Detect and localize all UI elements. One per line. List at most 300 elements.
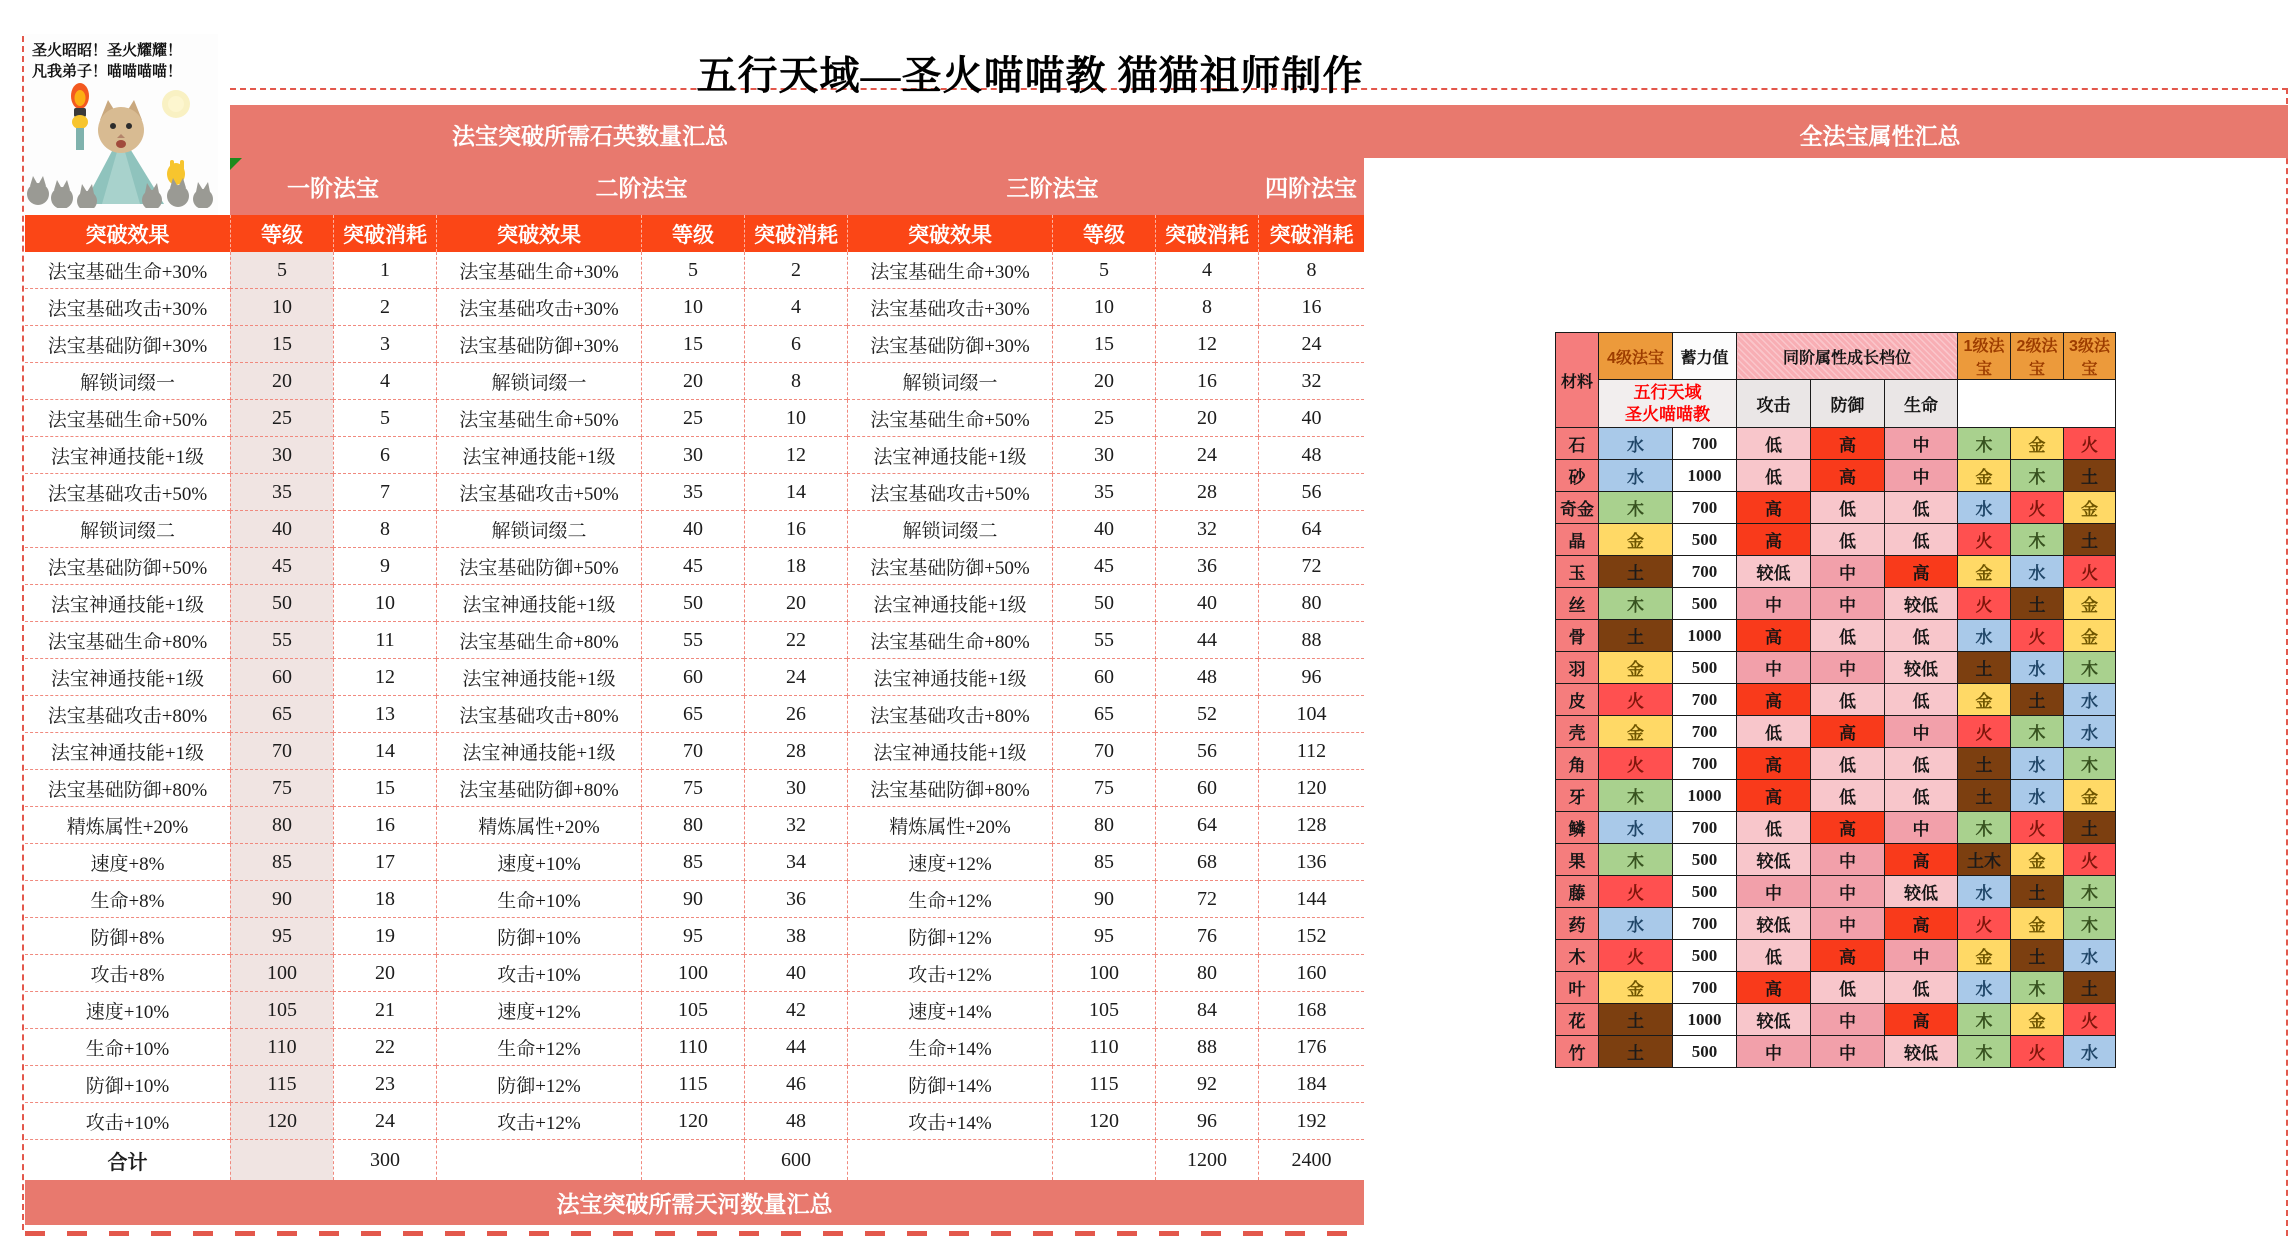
element-lv2: 火 [2011, 620, 2064, 652]
element-lv2: 土 [2011, 684, 2064, 716]
cost-tier2: 14 [744, 474, 847, 511]
cost-tier4: 192 [1258, 1103, 1364, 1140]
growth-def: 低 [1811, 972, 1885, 1004]
col-header-effect-3: 突破效果 [847, 215, 1052, 252]
charge-value: 1000 [1673, 620, 1737, 652]
effect-tier2: 法宝基础攻击+30% [436, 289, 641, 326]
section-title-attributes: 全法宝属性汇总 [1799, 123, 1961, 149]
growth-atk: 中 [1737, 652, 1811, 684]
element-tier4: 木 [1599, 844, 1673, 876]
effect-tier2: 解锁词缀二 [436, 511, 641, 548]
element-tier4: 金 [1599, 972, 1673, 1004]
effect-tier1: 法宝神通技能+1级 [25, 585, 230, 622]
material-name: 皮 [1556, 684, 1599, 716]
level-tier2: 95 [641, 918, 744, 955]
element-tier4: 土 [1599, 1036, 1673, 1068]
growth-atk: 较低 [1737, 1004, 1811, 1036]
effect-tier2: 法宝基础防御+30% [436, 326, 641, 363]
attr-header-material: 材料 [1556, 333, 1599, 428]
cost-tier4: 168 [1258, 992, 1364, 1029]
effect-tier3: 法宝基础防御+30% [847, 326, 1052, 363]
element-lv1: 金 [1958, 684, 2011, 716]
charge-value: 1000 [1673, 1004, 1737, 1036]
element-tier4: 火 [1599, 940, 1673, 972]
attribute-row [1556, 812, 2116, 844]
element-lv2: 金 [2011, 908, 2064, 940]
element-lv2: 木 [2011, 716, 2064, 748]
cost-tier1: 24 [333, 1103, 436, 1140]
effect-tier3: 生命+14% [847, 1029, 1052, 1066]
level-tier3: 10 [1052, 289, 1155, 326]
effect-tier1: 解锁词缀一 [25, 363, 230, 400]
material-name: 壳 [1556, 716, 1599, 748]
growth-atk: 低 [1737, 428, 1811, 460]
element-lv1: 火 [1958, 908, 2011, 940]
effect-tier2: 生命+10% [436, 881, 641, 918]
growth-def: 低 [1811, 620, 1885, 652]
cost-tier2: 44 [744, 1029, 847, 1066]
level-tier1: 50 [230, 585, 333, 622]
attr-subtitle [1599, 380, 1737, 428]
effect-tier2: 精炼属性+20% [436, 807, 641, 844]
element-lv2: 木 [2011, 460, 2064, 492]
effect-tier1: 精炼属性+20% [25, 807, 230, 844]
growth-hp: 低 [1885, 524, 1958, 556]
element-lv3: 土 [2064, 524, 2116, 556]
element-lv2: 金 [2011, 844, 2064, 876]
level-tier1: 55 [230, 622, 333, 659]
total-blank [641, 1140, 744, 1180]
quartz-table-row [25, 326, 1364, 363]
total-label: 合计 [107, 1151, 148, 1174]
growth-hp: 较低 [1885, 876, 1958, 908]
cost-tier2: 36 [744, 881, 847, 918]
material-name: 药 [1556, 908, 1599, 940]
tier-band [230, 158, 1364, 215]
element-tier4: 木 [1599, 492, 1673, 524]
growth-atk: 较低 [1737, 556, 1811, 588]
element-lv1: 木 [1958, 1036, 2011, 1068]
effect-tier3: 精炼属性+20% [847, 807, 1052, 844]
quartz-table-row [25, 548, 1364, 585]
effect-tier2: 防御+12% [436, 1066, 641, 1103]
cost-tier2: 10 [744, 400, 847, 437]
element-lv2: 土 [2011, 588, 2064, 620]
element-lv3: 水 [2064, 1036, 2116, 1068]
attr-header-atk: 攻击 [1737, 380, 1811, 428]
charge-value: 500 [1673, 524, 1737, 556]
level-tier1: 35 [230, 474, 333, 511]
growth-hp: 高 [1885, 556, 1958, 588]
level-tier1: 20 [230, 363, 333, 400]
effect-tier1: 防御+8% [25, 918, 230, 955]
total-cost-tier3: 1200 [1155, 1140, 1258, 1180]
cost-tier2: 18 [744, 548, 847, 585]
effect-tier1: 法宝基础攻击+50% [25, 474, 230, 511]
element-lv3: 木 [2064, 652, 2116, 684]
col-header-level-2: 等级 [641, 215, 744, 252]
growth-def: 中 [1811, 556, 1885, 588]
growth-def: 中 [1811, 844, 1885, 876]
charge-value: 700 [1673, 556, 1737, 588]
level-tier3: 90 [1052, 881, 1155, 918]
quartz-table-row [25, 770, 1364, 807]
cost-tier2: 24 [744, 659, 847, 696]
effect-tier2: 攻击+10% [436, 955, 641, 992]
cost-tier4: 120 [1258, 770, 1364, 807]
element-lv3: 水 [2064, 716, 2116, 748]
charge-value: 700 [1673, 812, 1737, 844]
element-lv2: 土 [2011, 940, 2064, 972]
growth-atk: 高 [1737, 492, 1811, 524]
cost-tier2: 16 [744, 511, 847, 548]
cost-tier3: 12 [1155, 326, 1258, 363]
total-blank [1052, 1140, 1155, 1180]
total-cost-tier2: 600 [744, 1140, 847, 1180]
effect-tier3: 法宝基础攻击+50% [847, 474, 1052, 511]
cost-tier3: 56 [1155, 733, 1258, 770]
growth-hp: 低 [1885, 972, 1958, 1004]
charge-value: 700 [1673, 748, 1737, 780]
level-tier3: 80 [1052, 807, 1155, 844]
growth-hp: 中 [1885, 716, 1958, 748]
growth-def: 低 [1811, 684, 1885, 716]
effect-tier2: 速度+12% [436, 992, 641, 1029]
cost-tier3: 92 [1155, 1066, 1258, 1103]
effect-tier3: 法宝神通技能+1级 [847, 585, 1052, 622]
level-tier1: 25 [230, 400, 333, 437]
element-lv3: 金 [2064, 588, 2116, 620]
element-tier4: 土 [1599, 620, 1673, 652]
effect-tier2: 防御+10% [436, 918, 641, 955]
element-tier4: 金 [1599, 716, 1673, 748]
cost-tier1: 10 [333, 585, 436, 622]
level-tier2: 45 [641, 548, 744, 585]
growth-hp: 中 [1885, 940, 1958, 972]
cost-tier1: 14 [333, 733, 436, 770]
effect-tier1: 法宝基础防御+80% [25, 770, 230, 807]
material-name: 骨 [1556, 620, 1599, 652]
element-tier4: 土 [1599, 556, 1673, 588]
quartz-table-row [25, 992, 1364, 1029]
effect-tier1: 法宝基础攻击+80% [25, 696, 230, 733]
effect-tier1: 法宝神通技能+1级 [25, 437, 230, 474]
charge-value: 500 [1673, 940, 1737, 972]
level-tier3: 55 [1052, 622, 1155, 659]
effect-tier2: 生命+12% [436, 1029, 641, 1066]
element-tier4: 火 [1599, 876, 1673, 908]
element-lv2: 水 [2011, 652, 2064, 684]
level-tier2: 90 [641, 881, 744, 918]
effect-tier3: 法宝神通技能+1级 [847, 659, 1052, 696]
growth-atk: 较低 [1737, 844, 1811, 876]
growth-def: 低 [1811, 492, 1885, 524]
growth-hp: 高 [1885, 908, 1958, 940]
cost-tier2: 2 [744, 252, 847, 289]
material-name: 鳞 [1556, 812, 1599, 844]
growth-atk: 低 [1737, 460, 1811, 492]
element-lv1: 木 [1958, 1004, 2011, 1036]
material-name: 花 [1556, 1004, 1599, 1036]
level-tier3: 110 [1052, 1029, 1155, 1066]
cost-tier1: 22 [333, 1029, 436, 1066]
effect-tier1: 法宝基础生命+80% [25, 622, 230, 659]
growth-hp: 中 [1885, 460, 1958, 492]
level-tier2: 120 [641, 1103, 744, 1140]
element-lv3: 金 [2064, 780, 2116, 812]
growth-hp: 较低 [1885, 1036, 1958, 1068]
cost-tier2: 42 [744, 992, 847, 1029]
level-tier1: 105 [230, 992, 333, 1029]
col-header-cost-1: 突破消耗 [333, 215, 436, 252]
col-header-level-3: 等级 [1052, 215, 1155, 252]
growth-hp: 较低 [1885, 588, 1958, 620]
element-tier4: 木 [1599, 588, 1673, 620]
growth-hp: 低 [1885, 748, 1958, 780]
cost-tier1: 6 [333, 437, 436, 474]
effect-tier2: 法宝神通技能+1级 [436, 659, 641, 696]
cost-tier1: 19 [333, 918, 436, 955]
level-tier3: 75 [1052, 770, 1155, 807]
effect-tier2: 法宝基础防御+80% [436, 770, 641, 807]
quartz-table-row [25, 252, 1364, 289]
attribute-row [1556, 492, 2116, 524]
charge-value: 500 [1673, 844, 1737, 876]
cost-tier4: 56 [1258, 474, 1364, 511]
growth-def: 高 [1811, 716, 1885, 748]
growth-hp: 中 [1885, 812, 1958, 844]
element-lv1: 金 [1958, 460, 2011, 492]
attr-header-blank [1958, 380, 2116, 428]
cost-tier1: 4 [333, 363, 436, 400]
effect-tier3: 法宝基础防御+80% [847, 770, 1052, 807]
charge-value: 700 [1673, 908, 1737, 940]
attr-header-growth: 同阶属性成长档位 [1737, 333, 1958, 380]
cost-tier1: 23 [333, 1066, 436, 1103]
effect-tier3: 法宝基础攻击+80% [847, 696, 1052, 733]
attribute-row [1556, 748, 2116, 780]
effect-tier3: 法宝基础生命+80% [847, 622, 1052, 659]
growth-hp: 低 [1885, 780, 1958, 812]
charge-value: 700 [1673, 428, 1737, 460]
attr-header-tier4: 4级法宝 [1599, 333, 1673, 380]
attr-subtitle-line2: 圣火喵喵教 [1625, 404, 1710, 424]
level-tier1: 10 [230, 289, 333, 326]
attribute-row [1556, 940, 2116, 972]
growth-hp: 低 [1885, 620, 1958, 652]
element-lv2: 金 [2011, 1004, 2064, 1036]
charge-value: 500 [1673, 588, 1737, 620]
level-tier1: 30 [230, 437, 333, 474]
level-tier1: 120 [230, 1103, 333, 1140]
growth-def: 中 [1811, 652, 1885, 684]
element-tier4: 木 [1599, 780, 1673, 812]
effect-tier2: 法宝神通技能+1级 [436, 437, 641, 474]
quartz-table-row [25, 437, 1364, 474]
quartz-total-row [25, 1140, 1364, 1180]
col-header-cost-3: 突破消耗 [1155, 215, 1258, 252]
level-tier3: 45 [1052, 548, 1155, 585]
element-lv2: 水 [2011, 780, 2064, 812]
level-tier2: 15 [641, 326, 744, 363]
attribute-row [1556, 780, 2116, 812]
level-tier1: 5 [230, 252, 333, 289]
cost-tier1: 3 [333, 326, 436, 363]
cost-tier3: 52 [1155, 696, 1258, 733]
quartz-table-row [25, 1029, 1364, 1066]
element-lv2: 木 [2011, 524, 2064, 556]
attribute-row [1556, 652, 2116, 684]
level-tier3: 15 [1052, 326, 1155, 363]
effect-tier2: 法宝神通技能+1级 [436, 585, 641, 622]
growth-atk: 高 [1737, 780, 1811, 812]
level-tier3: 30 [1052, 437, 1155, 474]
level-tier3: 120 [1052, 1103, 1155, 1140]
growth-def: 低 [1811, 780, 1885, 812]
level-tier2: 70 [641, 733, 744, 770]
attribute-row [1556, 460, 2116, 492]
element-lv1: 火 [1958, 588, 2011, 620]
element-lv1: 水 [1958, 876, 2011, 908]
effect-tier3: 法宝基础攻击+30% [847, 289, 1052, 326]
effect-tier3: 解锁词缀二 [847, 511, 1052, 548]
cost-tier2: 8 [744, 363, 847, 400]
element-lv3: 木 [2064, 748, 2116, 780]
effect-tier1: 法宝基础生命+50% [25, 400, 230, 437]
element-lv1: 水 [1958, 972, 2011, 1004]
growth-def: 中 [1811, 1036, 1885, 1068]
effect-tier1: 解锁词缀二 [25, 511, 230, 548]
growth-hp: 高 [1885, 844, 1958, 876]
level-tier2: 40 [641, 511, 744, 548]
cost-tier4: 72 [1258, 548, 1364, 585]
cost-tier3: 44 [1155, 622, 1258, 659]
attr-header-charge: 蓄力值 [1673, 333, 1737, 380]
element-lv3: 水 [2064, 684, 2116, 716]
level-tier3: 95 [1052, 918, 1155, 955]
level-tier3: 100 [1052, 955, 1155, 992]
effect-tier2: 法宝基础攻击+50% [436, 474, 641, 511]
material-name: 羽 [1556, 652, 1599, 684]
level-tier3: 50 [1052, 585, 1155, 622]
growth-atk: 高 [1737, 748, 1811, 780]
level-tier1: 100 [230, 955, 333, 992]
tier-label-3: 三阶法宝 [1006, 175, 1099, 201]
cost-tier1: 15 [333, 770, 436, 807]
effect-tier1: 法宝基础生命+30% [25, 252, 230, 289]
element-tier4: 水 [1599, 460, 1673, 492]
attribute-row [1556, 428, 2116, 460]
element-tier4: 水 [1599, 428, 1673, 460]
col-header-cost-4: 突破消耗 [1258, 215, 1364, 252]
level-tier2: 50 [641, 585, 744, 622]
quartz-table-row [25, 807, 1364, 844]
effect-tier1: 法宝神通技能+1级 [25, 659, 230, 696]
cell-marker-icon [230, 158, 242, 170]
cost-tier1: 16 [333, 807, 436, 844]
effect-tier1: 攻击+10% [25, 1103, 230, 1140]
effect-tier2: 法宝基础攻击+80% [436, 696, 641, 733]
attribute-row [1556, 684, 2116, 716]
attribute-row [1556, 620, 2116, 652]
level-tier1: 75 [230, 770, 333, 807]
attr-header-lv1: 1级法宝 [1958, 333, 2011, 380]
effect-tier2: 速度+10% [436, 844, 641, 881]
attr-header-def: 防御 [1811, 380, 1885, 428]
element-lv3: 土 [2064, 972, 2116, 1004]
charge-value: 700 [1673, 716, 1737, 748]
element-lv3: 木 [2064, 876, 2116, 908]
growth-def: 低 [1811, 524, 1885, 556]
effect-tier2: 法宝基础生命+30% [436, 252, 641, 289]
growth-def: 高 [1811, 812, 1885, 844]
charge-value: 1000 [1673, 460, 1737, 492]
charge-value: 700 [1673, 684, 1737, 716]
cost-tier4: 152 [1258, 918, 1364, 955]
cost-tier1: 5 [333, 400, 436, 437]
attribute-row [1556, 876, 2116, 908]
cost-tier1: 1 [333, 252, 436, 289]
cost-tier1: 9 [333, 548, 436, 585]
effect-tier1: 法宝基础防御+30% [25, 326, 230, 363]
element-lv2: 火 [2011, 812, 2064, 844]
level-tier2: 35 [641, 474, 744, 511]
section-title-tianhe: 法宝突破所需天河数量汇总 [25, 1180, 1364, 1225]
level-tier1: 45 [230, 548, 333, 585]
total-level-blank [230, 1140, 333, 1180]
next-section-border [25, 1231, 1364, 1236]
quartz-table-row [25, 733, 1364, 770]
element-lv2: 木 [2011, 972, 2064, 1004]
level-tier2: 10 [641, 289, 744, 326]
level-tier2: 100 [641, 955, 744, 992]
cost-tier3: 96 [1155, 1103, 1258, 1140]
cost-tier1: 7 [333, 474, 436, 511]
attribute-row [1556, 716, 2116, 748]
cost-tier3: 32 [1155, 511, 1258, 548]
level-tier2: 80 [641, 807, 744, 844]
cost-tier3: 84 [1155, 992, 1258, 1029]
col-header-effect-1: 突破效果 [85, 223, 170, 247]
level-tier3: 20 [1052, 363, 1155, 400]
tier-label-2: 二阶法宝 [595, 175, 688, 201]
cost-tier2: 28 [744, 733, 847, 770]
growth-atk: 中 [1737, 588, 1811, 620]
effect-tier1: 法宝神通技能+1级 [25, 733, 230, 770]
cost-tier4: 184 [1258, 1066, 1364, 1103]
outer-border-left [22, 36, 24, 1230]
quartz-table-row [25, 918, 1364, 955]
effect-tier2: 解锁词缀一 [436, 363, 641, 400]
material-name: 丝 [1556, 588, 1599, 620]
element-lv3: 土 [2064, 460, 2116, 492]
tier-label-4: 四阶法宝 [1265, 175, 1357, 201]
banner-text-line1: 圣火昭昭！圣火耀耀！ [32, 42, 183, 59]
element-tier4: 水 [1599, 812, 1673, 844]
outer-border-right [2286, 88, 2288, 1236]
level-tier1: 70 [230, 733, 333, 770]
level-tier3: 35 [1052, 474, 1155, 511]
element-lv3: 水 [2064, 940, 2116, 972]
element-lv1: 水 [1958, 620, 2011, 652]
cost-tier2: 6 [744, 326, 847, 363]
effect-tier1: 生命+8% [25, 881, 230, 918]
level-tier1: 80 [230, 807, 333, 844]
cost-tier4: 176 [1258, 1029, 1364, 1066]
col-header-effect-2: 突破效果 [436, 215, 641, 252]
material-name: 石 [1556, 428, 1599, 460]
element-tier4: 水 [1599, 908, 1673, 940]
